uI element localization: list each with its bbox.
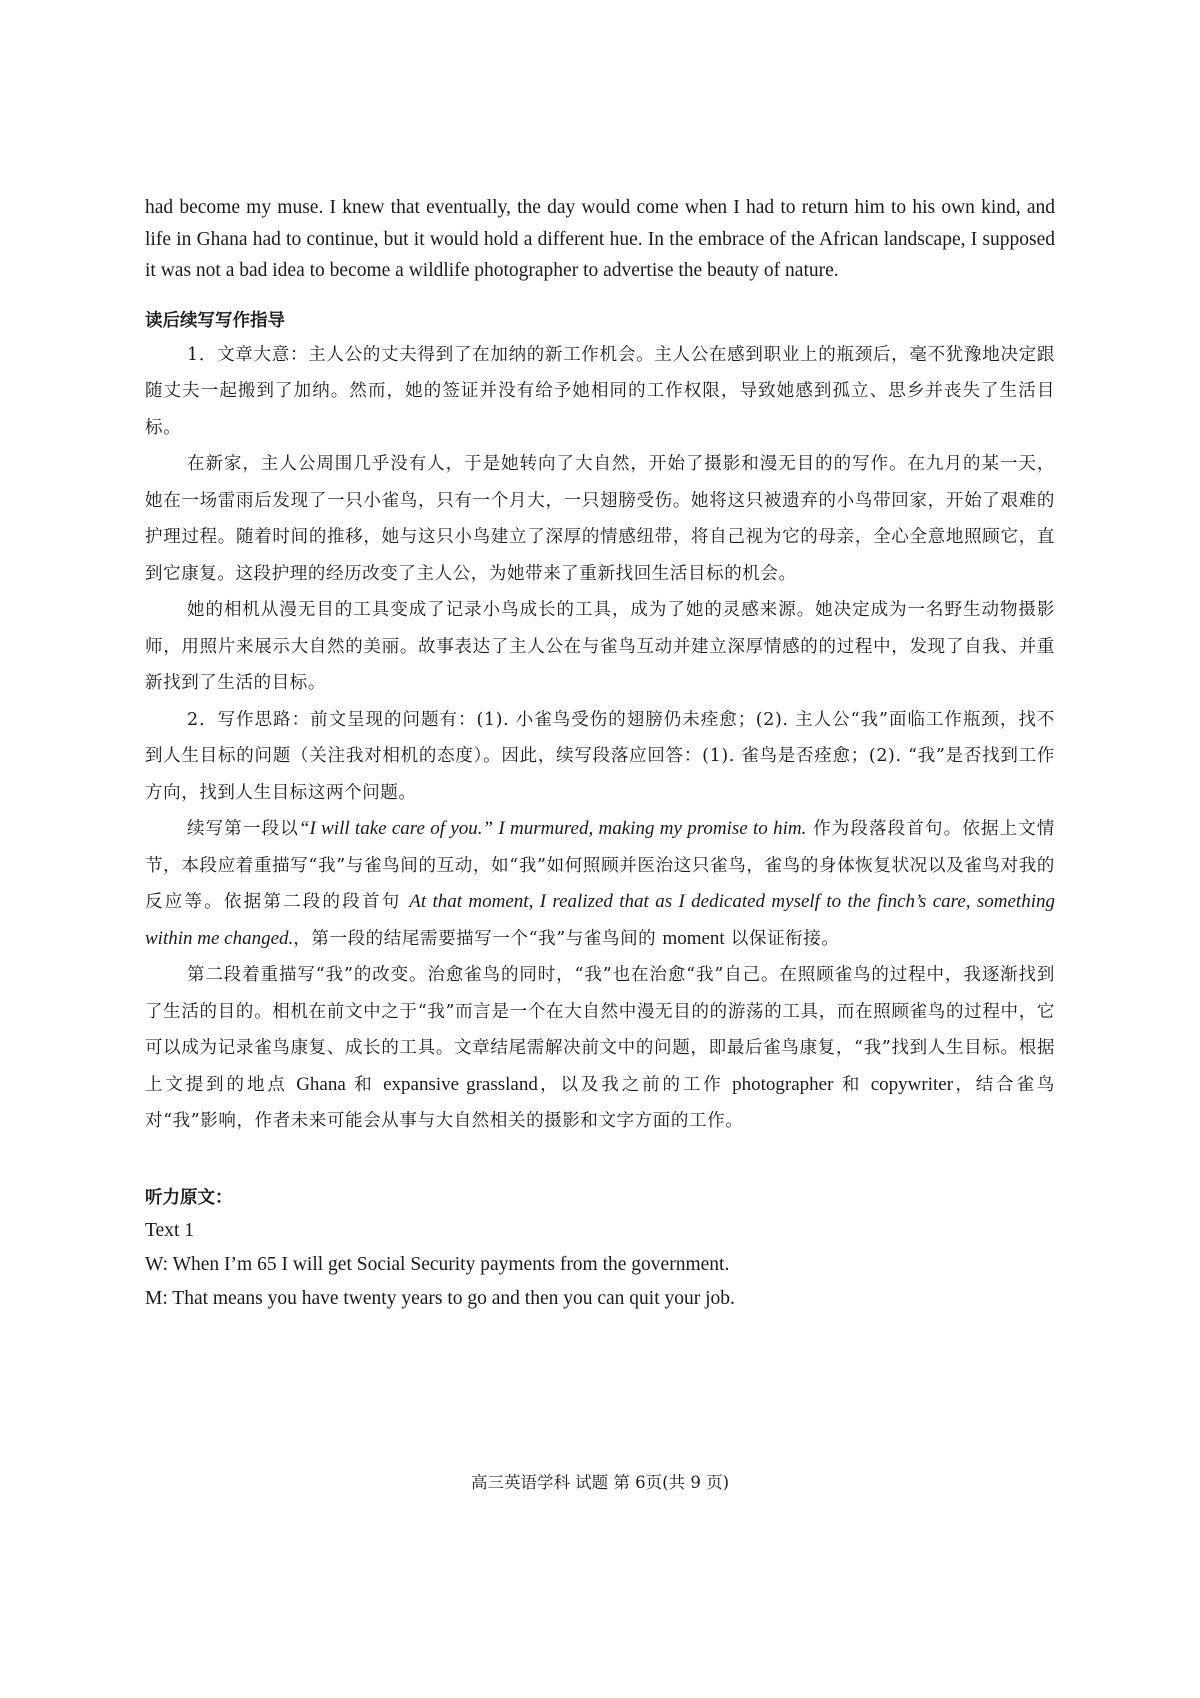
english-term: expansive grassland — [383, 1073, 538, 1095]
story-ending-paragraph: had become my muse. I knew that eventually, the day would come when I had to return him to his own kind, and life in Ghana had to continue, but it would hold a different hue. In the embrace of the African landscape, I supposed it was not a bad idea to become a wildlife photographer to advertise the beauty of nature. — [145, 197, 1055, 281]
page-footer: 高三英语学科 试题 第 6页(共 9 页) — [470, 1473, 730, 1492]
text-run: 续写第一段以 — [187, 819, 299, 839]
english-term: moment — [662, 927, 725, 949]
text-run: 第二段着重描写“我”的改变。治愈雀鸟的同时，“我”也在治愈“我”自己。在照顾雀鸟的过程中，我逐渐找到了生活的目的。相机在前文中之于“我”而言是一个在大自然中漫无目的的游荡的工具，而在照顾雀鸟的过程中，它可以成为记录雀鸟康复、成长的工具。文章结尾需解决前文中的问题，即最后雀鸟康复，“我”找到人生目标。根据上文提到的地点 — [145, 965, 1055, 1095]
listening-title: 听力原文： — [145, 1187, 233, 1208]
text-run: 和 — [345, 1074, 384, 1095]
guide-paragraph-theme: 她的相机从漫无目的工具变成了记录小鸟成长的工具，成为了她的灵感来源。她决定成为一名野生动物摄影师，用照片来展示大自然的美丽。故事表达了主人公在与雀鸟互动并建立深厚情感的的过程中，发现了自我、并重新找到了生活的目标。 — [145, 600, 1055, 693]
guide-paragraph-approach: 2．写作思路：前文呈现的问题有：(1). 小雀鸟受伤的翅膀仍未痊愈；(2). 主人公“我”面临工作瓶颈，找不到人生目标的问题（关注我对相机的态度）。因此，续写段落应回答：(1). 雀鸟是否痊愈；(2). “我”是否找到工作方向，找到人生目标这两个问题。 — [145, 709, 1055, 803]
guide-paragraph-second-continuation — [145, 957, 1055, 1140]
first-sentence-quote: “I will take care of you.” I murmured, making my promise to him. — [298, 818, 807, 839]
text-run: 作为段落段首句。依据上文情节，本段应着重描写“我”与雀鸟间的互动，如“我”如何照顾并医治这只雀鸟，雀鸟的身体恢复状况以及雀鸟对我的反应等。依据第二段的段首句 — [145, 819, 1055, 912]
listening-text-label: Text 1 — [145, 1219, 194, 1241]
guide-paragraph-plot: 在新家，主人公周围几乎没有人，于是她转向了大自然，开始了摄影和漫无目的的写作。在九月的某一天，她在一场雷雨后发现了一只小雀鸟，只有一个月大，一只翅膀受伤。她将这只被遗弃的小鸟带回家，开始了艰难的护理过程。随着时间的推移，她与这只小鸟建立了深厚的情感纽带，将自己视为它的母亲，全心全意地照顾它，直到它康复。这段护理的经历改变了主人公，为她带来了重新找回生活目标的机会。 — [145, 454, 1055, 584]
second-sentence-quote: At that moment, I realized that as I dedicated myself to the finch’s care, something within me changed. — [145, 891, 1055, 949]
text-run: ，以及我之前的工作 — [537, 1074, 733, 1095]
text-run: 和 — [833, 1074, 871, 1095]
guide-paragraph-summary: 1．文章大意：主人公的丈夫得到了在加纳的新工作机会。主人公在感到职业上的瓶颈后，毫不犹豫地决定跟随丈夫一起搬到了加纳。然而，她的签证并没有给予她相同的工作权限，导致她感到孤立、思乡并丧失了生活目标。 — [145, 344, 1055, 438]
text-run: 以保证衔接。 — [724, 928, 840, 949]
dialog-line-man: M: That means you have twenty years to go and then you can quit your job. — [145, 1287, 735, 1309]
english-term: copywriter — [870, 1073, 954, 1095]
english-term: Ghana — [296, 1073, 346, 1095]
page-content — [145, 192, 1055, 1316]
text-run: ，第一段的结尾需要描写一个“我”与雀鸟间的 — [293, 928, 663, 949]
guide-paragraph-first-continuation — [145, 811, 1055, 957]
english-term: photographer — [732, 1073, 834, 1095]
guide-title: 读后续写写作指导 — [145, 310, 285, 331]
text-run: ，结合雀鸟对“我”影响，作者未来可能会从事与大自然相关的摄影和文字方面的工作。 — [145, 1074, 1055, 1131]
dialog-line-woman: W: When I’m 65 I will get Social Security payments from the government. — [145, 1253, 730, 1275]
